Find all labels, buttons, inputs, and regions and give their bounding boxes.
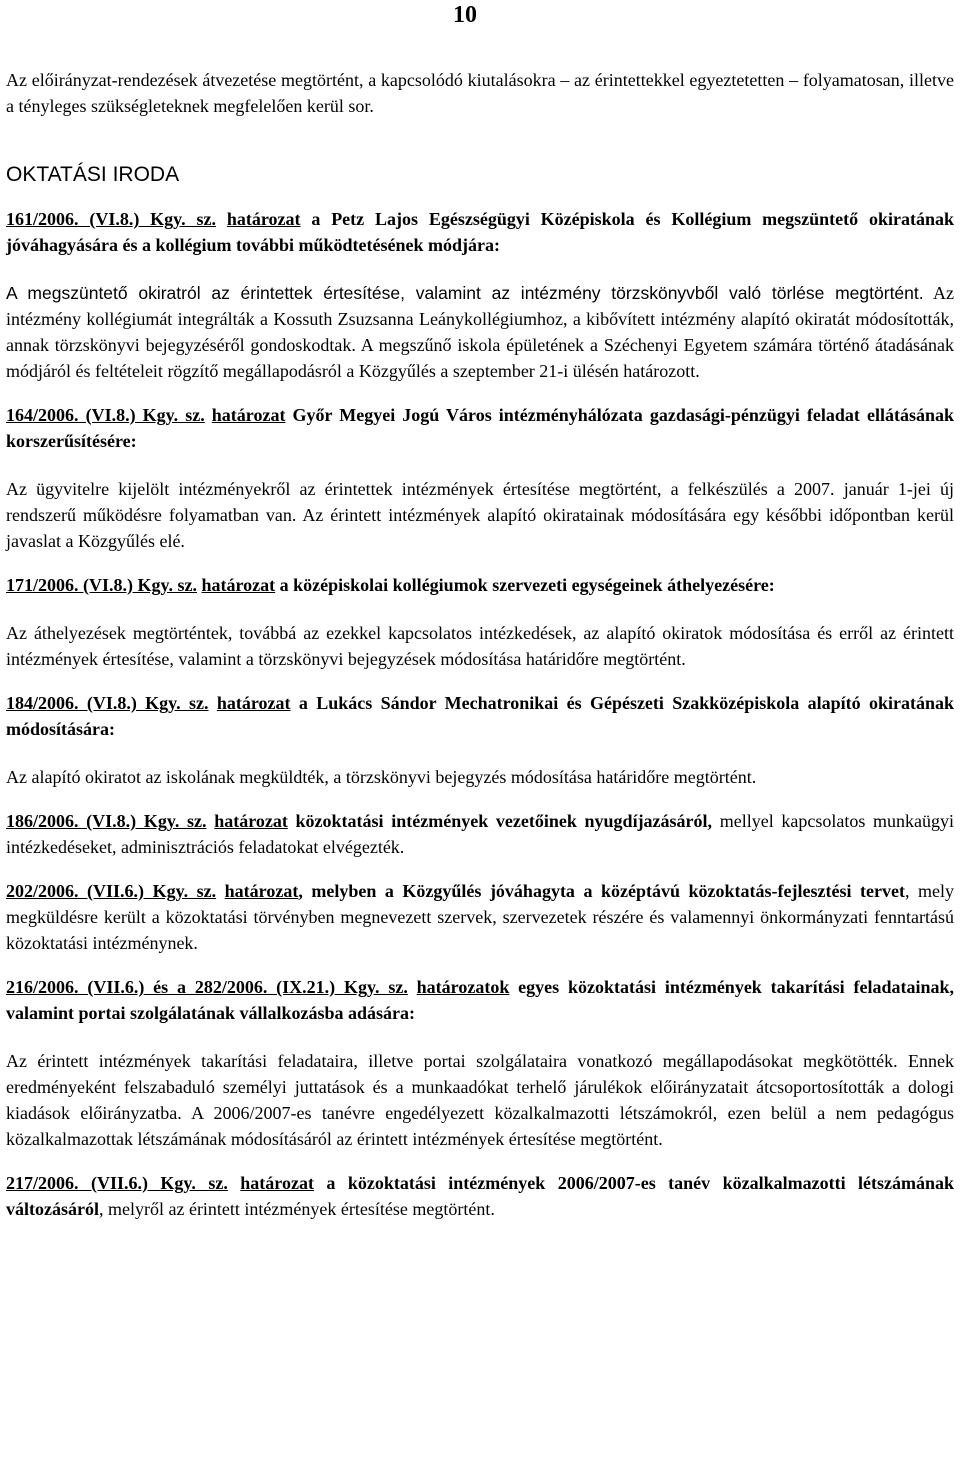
resolution-161-body [6, 280, 954, 384]
resolution-word: határozat [216, 693, 291, 713]
resolution-202-paragraph [6, 878, 954, 956]
resolution-216-282-heading [6, 974, 954, 1026]
resolution-184-body: Az alapító okiratot az iskolának megküldték, a törzskönyvi bejegyzés módosítása határidőre megtörtént. [6, 767, 757, 787]
resolution-ref: 184/2006. (VI.8.) Kgy. sz. [6, 693, 209, 713]
resolution-word: határozat [224, 881, 299, 901]
resolution-164-heading [6, 402, 954, 454]
resolution-title: a középiskolai kollégiumok szervezeti egységeinek áthelyezésére: [275, 575, 775, 595]
resolution-word: határozat [226, 209, 301, 229]
resolution-ref: 164/2006. (VI.8.) Kgy. sz. [6, 405, 205, 425]
resolution-164-body: Az ügyvitelre kijelölt intézményekről az érintettek intézmények értesítése megtörtént, a felkészülés a 2007. január 1-jei új rendszerű működésre folyamatban van. Az érintett intézmények alapító okiratainak módosítására egy későbbi időpontban kerül javaslat a Közgyűlés elé. [6, 479, 954, 551]
resolution-title: , melyben a Közgyűlés jóváhagyta a középtávú közoktatás-fejlesztési tervet [298, 881, 905, 901]
resolution-171-heading [6, 572, 954, 598]
resolution-217-paragraph [6, 1170, 954, 1222]
resolution-word: határozat [240, 1173, 314, 1193]
resolution-161-heading [6, 206, 954, 258]
resolution-word: határozat [211, 405, 286, 425]
resolution-ref: 216/2006. (VII.6.) és a 282/2006. (IX.21.) Kgy. sz. [6, 977, 408, 997]
intro-paragraph: Az előirányzat-rendezések átvezetése megtörtént, a kapcsolódó kiutalásokra – az érintettekkel egyeztetetten – folyamatosan, illetve a tényleges szükségleteknek megfelelően kerül sor. [6, 70, 954, 116]
resolution-216-282-body: Az érintett intézmények takarítási feladataira, illetve portai szolgálataira vonatkozó megállapodásokat megkötötték. Ennek eredményeként felszabaduló személyi juttatások és a munkaadókat terhelő járulékok előirányzatait átcsoportosították a dologi kiadások előirányzatba. A 2006/2007-es tanévre engedélyezett közalkalmazotti létszámokról, ezen belül a nem pedagógus közalkalmazottak létszámának módosításáról az érintett intézmények értesítése megtörtént. [6, 1051, 954, 1149]
page-number: 10 [453, 2, 477, 28]
resolution-word: határozat [214, 811, 288, 831]
resolution-title: a Lukács Sándor Mechatronikai és Gépészeti Szakközépiskola alapító okiratának módosítására: [6, 693, 954, 739]
resolution-text: , melyről az érintett intézmények értesítése megtörtént. [98, 1199, 495, 1219]
resolution-ref: 161/2006. (VI.8.) Kgy. sz. [6, 209, 217, 229]
resolution-word: határozatok [416, 977, 510, 997]
resolution-title: a közoktatási intézmények 2006/2007-es tanév közalkalmazotti létszámának változásáról [6, 1173, 955, 1219]
resolution-171-body: Az áthelyezések megtörténtek, továbbá az ezekkel kapcsolatos intézkedések, az alapító okiratok módosítása és erről az érintett intézmények értesítése, valamint a törzskönyvi bejegyzések módosítása határidőre megtörtént. [6, 623, 954, 669]
resolution-title: egyes közoktatási intézmények takarítási feladatainak, valamint portai szolgálatának vállalkozásba adására: [6, 977, 954, 1023]
resolution-ref: 171/2006. (VI.8.) Kgy. sz. [6, 575, 197, 595]
document-body [6, 67, 954, 1222]
resolution-title: a Petz Lajos Egészségügyi Középiskola és Kollégium megszüntető okiratának jóváhagyására és a kollégium további működtetésének módjára: [6, 209, 955, 255]
office-title: OKTATÁSI IRODA [6, 163, 180, 186]
resolution-ref: 217/2006. (VII.6.) Kgy. sz. [6, 1173, 228, 1193]
body-part-a: A megszüntető okiratról az érintettek értesítése, valamint az intézmény törzskönyvből való törlése megtörtént. [6, 283, 924, 303]
resolution-text: mellyel kapcsolatos munkaügyi intézkedéseket, adminisztrációs feladatokat elvégezték. [6, 811, 955, 857]
resolution-186-paragraph [6, 808, 954, 860]
resolution-title: Győr Megyei Jogú Város intézményhálózata gazdasági-pénzügyi feladat ellátásának korszerűsítésére: [6, 405, 954, 451]
resolution-title: közoktatási intézmények vezetőinek nyugdíjazásáról, [287, 811, 713, 831]
resolution-word: határozat [201, 575, 276, 595]
resolution-ref: 186/2006. (VI.8.) Kgy. sz. [6, 811, 207, 831]
body-part-b: Az intézmény kollégiumát integrálták a Kossuth Zsuzsanna Leánykollégiumhoz, a kibővített intézmény alapító okiratát módosították, annak törzskönyvi bejegyzéséről gondoskodtak. A megszűnő iskola épületének a Széchenyi Egyetem számára történő átadásának módjáról és feltételeit rögzítő megállapodásról a Közgyűlés a szeptember 21-i ülésén határozott. [6, 283, 954, 381]
resolution-ref: 202/2006. (VII.6.) Kgy. sz. [6, 881, 217, 901]
resolution-text: , mely megküldésre került a közoktatási törvényben megnevezett szervek, szervezetek részére és valamennyi önkormányzati fenntartású közoktatási intézménynek. [6, 881, 955, 953]
resolution-184-heading [6, 690, 954, 742]
